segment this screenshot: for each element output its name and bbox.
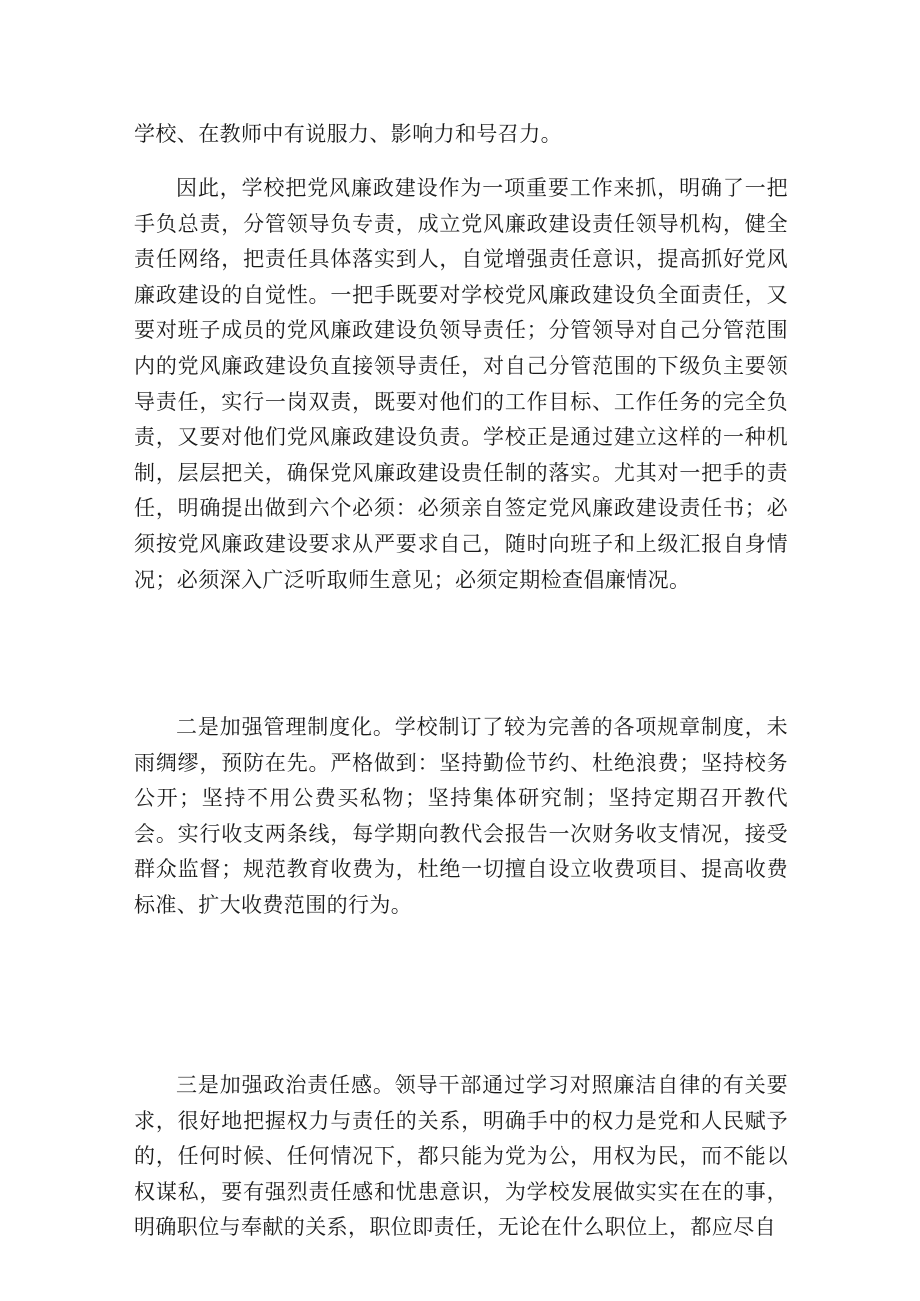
paragraph-continuation: 学校、在教师中有说服力、影响力和号召力。 bbox=[134, 122, 562, 146]
paragraph-political-responsibility: 三是加强政治责任感。领导干部通过学习对照廉洁自律的有关要求，很好地把握权力与责任的关系，明确手中的权力是党和人民赋予的，任何时候、任何情况下，都只能为党为公，用权为民，而不能以权谋私，要有强烈责任感和忧患意识，为学校发展做实实在在的事，明确职位与奉献的关系，职位即责任，无论在什么职位上，都应尽自 bbox=[134, 1073, 788, 1240]
paragraph-management-system: 二是加强管理制度化。学校制订了较为完善的各项规章制度，未雨绸缪，预防在先。严格做到：坚持勤俭节约、杜绝浪费；坚持校务公开；坚持不用公费买私物；坚持集体研究制；坚持定期召开教代会。实行收支两条线，每学期向教代会报告一次财务收支情况，接受群众监督；规范教育收费为，杜绝一切擅自设立收费项目、提高收费标准、扩大收费范围的行为。 bbox=[134, 715, 788, 917]
paragraph-responsibility-system: 因此，学校把党风廉政建设作为一项重要工作来抓，明确了一把手负总责，分管领导负专责，成立党风廉政建设责任领导机构，健全责任网络，把责任具体落实到人，自觉增强责任意识，提高抓好党风廉政建设的自觉性。一把手既要对学校党风廉政建设负全面责任，又要对班子成员的党风廉政建设负领导责任；分管领导对自己分管范围内的党风廉政建设负直接领导责任，对自己分管范围的下级负主要领导责任，实行一岗双责，既要对他们的工作目标、工作任务的完全负责，又要对他们党风廉政建设负责。学校正是通过建立这样的一种机制，层层把关，确保党风廉政建设贵任制的落实。尤其对一把手的责任，明确提出做到六个必须：必须亲自签定党风廉政建设责任书；必须按党风廉政建设要求从严要求自己，随时向班子和上级汇报自身情况；必须深入广泛听取师生意见；必须定期检查倡廉情况。 bbox=[134, 176, 788, 592]
